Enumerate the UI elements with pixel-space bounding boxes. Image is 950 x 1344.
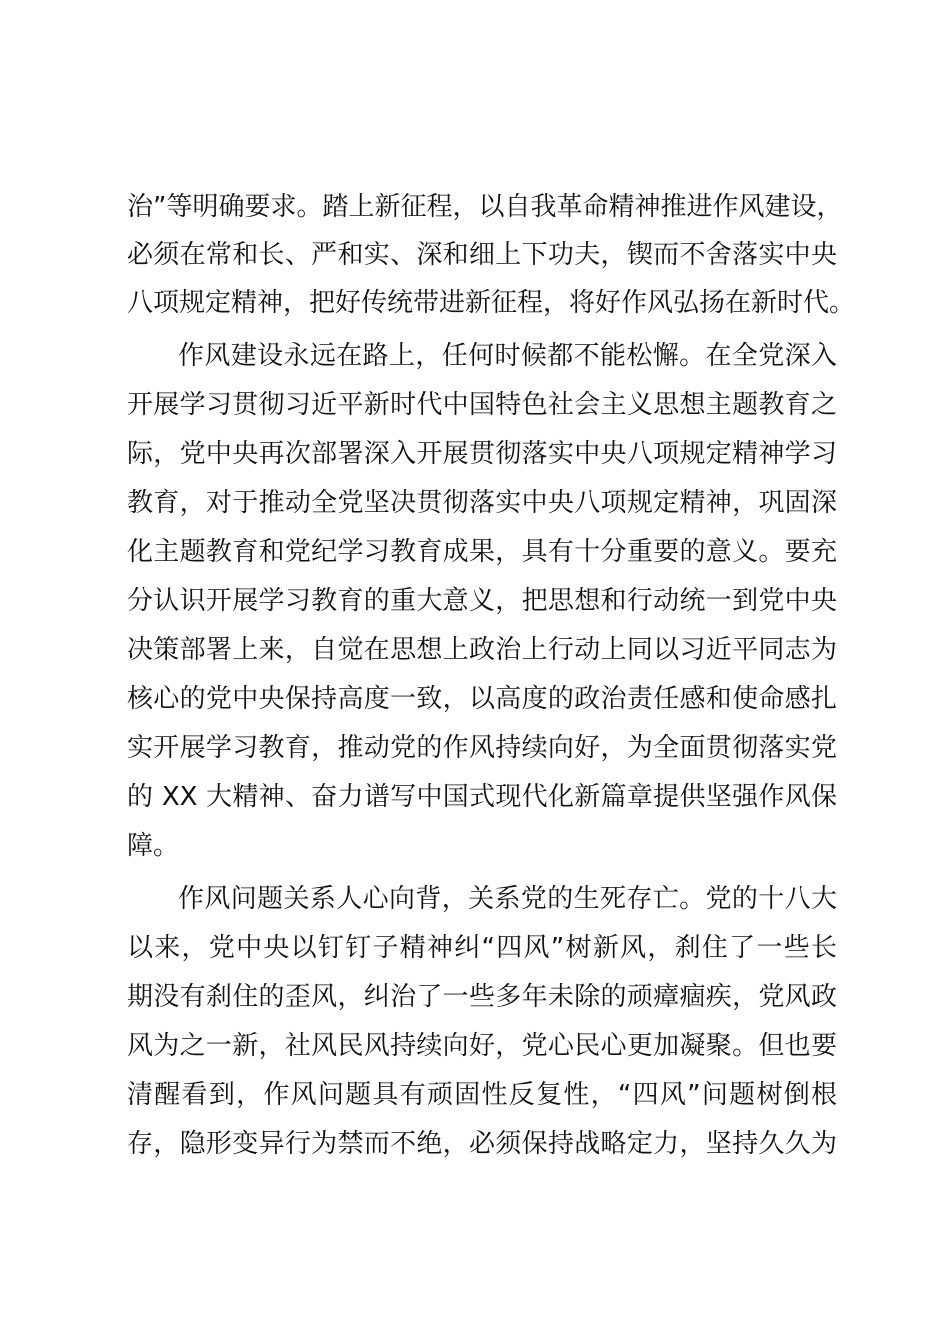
text-line: 决策部署上来，自觉在思想上政治上行动上同以习近平同志为 — [127, 635, 837, 665]
text-line: 分认识开展学习教育的重大意义，把思想和行动统一到党中央 — [127, 586, 837, 616]
text-line: 风为之一新，社风民风持续向好，党心民心更加凝聚。但也要 — [127, 1031, 837, 1061]
text-line: 障。 — [127, 831, 180, 861]
text-line: 作风建设永远在路上，任何时候都不能松懈。在全党深入 — [178, 341, 837, 371]
text-line: 清醒看到，作风问题具有顽固性反复性，“四风”问题树倒根 — [127, 1080, 837, 1110]
text-line: 际，党中央再次部署深入开展贯彻落实中央八项规定精神学习 — [127, 439, 837, 469]
text-line: 开展学习贯彻习近平新时代中国特色社会主义思想主题教育之 — [127, 390, 837, 420]
text-line: 期没有刹住的歪风，纠治了一些多年未除的顽瘴痼疾，党风政 — [127, 982, 837, 1012]
text-line: 必须在常和长、严和实、深和细上下功夫，锲而不舍落实中央 — [127, 240, 837, 270]
text-line: 化主题教育和党纪学习教育成果，具有十分重要的意义。要充 — [127, 537, 837, 567]
text-line: 作风问题关系人心向背，关系党的生死存亡。党的十八大 — [178, 884, 837, 914]
text-line: 核心的党中央保持高度一致，以高度的政治责任感和使命感扎 — [127, 684, 837, 714]
text-line: 实开展学习教育，推动党的作风持续向好，为全面贯彻落实党 — [127, 733, 837, 763]
text-line: 的 XX 大精神、奋力谱写中国式现代化新篇章提供坚强作风保 — [127, 782, 837, 812]
text-line: 八项规定精神，把好传统带进新征程，将好作风弘扬在新时代。 — [127, 288, 856, 318]
text-line: 存，隐形变异行为禁而不绝，必须保持战略定力，坚持久久为 — [127, 1129, 837, 1159]
text-line: 教育，对于推动全党坚决贯彻落实中央八项规定精神，巩固深 — [127, 488, 837, 518]
text-line: 以来，党中央以钉钉子精神纠“四风”树新风，刹住了一些长 — [127, 933, 837, 963]
text-line: 治”等明确要求。踏上新征程，以自我革命精神推进作风建设， — [127, 192, 843, 222]
